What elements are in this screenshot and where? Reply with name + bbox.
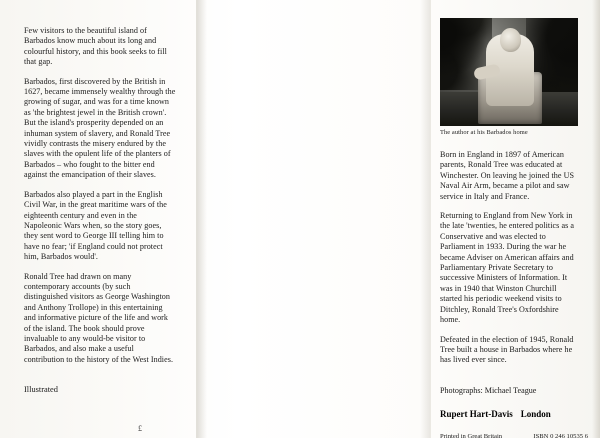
illustrated-note: Illustrated	[24, 385, 58, 394]
blurb-paragraph-2: Barbados, first discovered by the British in 1627, became immensely wealthy through the growing of sugar, and was for a time known as 'the brightest jewel in the British crown'. But the island's prosperity depended on an inhuman system of slavery, and Ronald Tree vividly contrasts the misery endured by the slaves with the opulent life of the planters of Barbados – who fought to the bitter end against the emancipation of their slaves.	[24, 76, 176, 180]
author-photograph	[440, 18, 578, 126]
biography-paragraph-1: Born in England in 1897 of American parents, Ronald Tree was educated at Winchester. On leaving he joined the US Naval Air Arm, became a pilot and saw service in Italy and France.	[440, 150, 575, 201]
fold-line-right	[430, 0, 431, 438]
photo-author-head	[500, 28, 521, 52]
biography-paragraph-3: Defeated in the election of 1945, Ronald Tree built a house in Barbados where he has lived ever since.	[440, 334, 574, 365]
fold-line-left	[196, 0, 197, 438]
page-edge-shadow	[592, 0, 600, 438]
blurb-paragraph-3: Barbados also played a part in the English Civil War, in the great maritime wars of the eighteenth century and even in the Napoleonic Wars when, so the story goes, they sent word to George III telling him to have no fear; 'if England could not protect him, Barbados would'.	[24, 189, 167, 262]
publisher-line	[440, 409, 590, 419]
blurb-paragraph-4: Ronald Tree had drawn on many contemporary accounts (by such distinguished visitors as George Washington and Anthony Trollope) in this entertaining and informative picture of the life and work of the island. The book should prove invaluable to any would-be visitor to Barbados, and also make a useful contribution to the history of the West Indies.	[24, 271, 174, 364]
printed-in-note: Printed in Great Britain	[440, 433, 503, 440]
back-flap-author	[440, 18, 580, 375]
imprint-row	[440, 433, 588, 440]
publisher-name: Rupert Hart-Davis	[440, 409, 513, 419]
spine-fold-shadow-left	[197, 0, 207, 438]
biography-paragraph-2: Returning to England from New York in the late 'twenties, he entered politics as a Conservative and was elected to Parliament in 1933. During the war he became Adviser on American affairs and Parliamentary Private Secretary to successive Ministers of Information. It was in 1940 that Winston Churchill started his periodic weekend visits to Ditchley, Ronald Tree's Oxfordshire home.	[440, 211, 575, 325]
jacket-credits	[440, 386, 590, 440]
photograph-credit: Photographs: Michael Teague	[440, 386, 537, 395]
price-mark: £	[138, 424, 142, 433]
publisher-city: London	[520, 409, 551, 419]
photo-caption: The author at his Barbados home	[440, 129, 528, 136]
isbn-number: ISBN 0 246 10535 6	[533, 433, 588, 440]
front-flap-blurb	[24, 26, 176, 374]
author-biography	[440, 150, 580, 366]
blurb-paragraph-1: Few visitors to the beautiful island of Barbados know much about its long and colourful history, and this book seeks to fill that gap.	[24, 26, 167, 67]
